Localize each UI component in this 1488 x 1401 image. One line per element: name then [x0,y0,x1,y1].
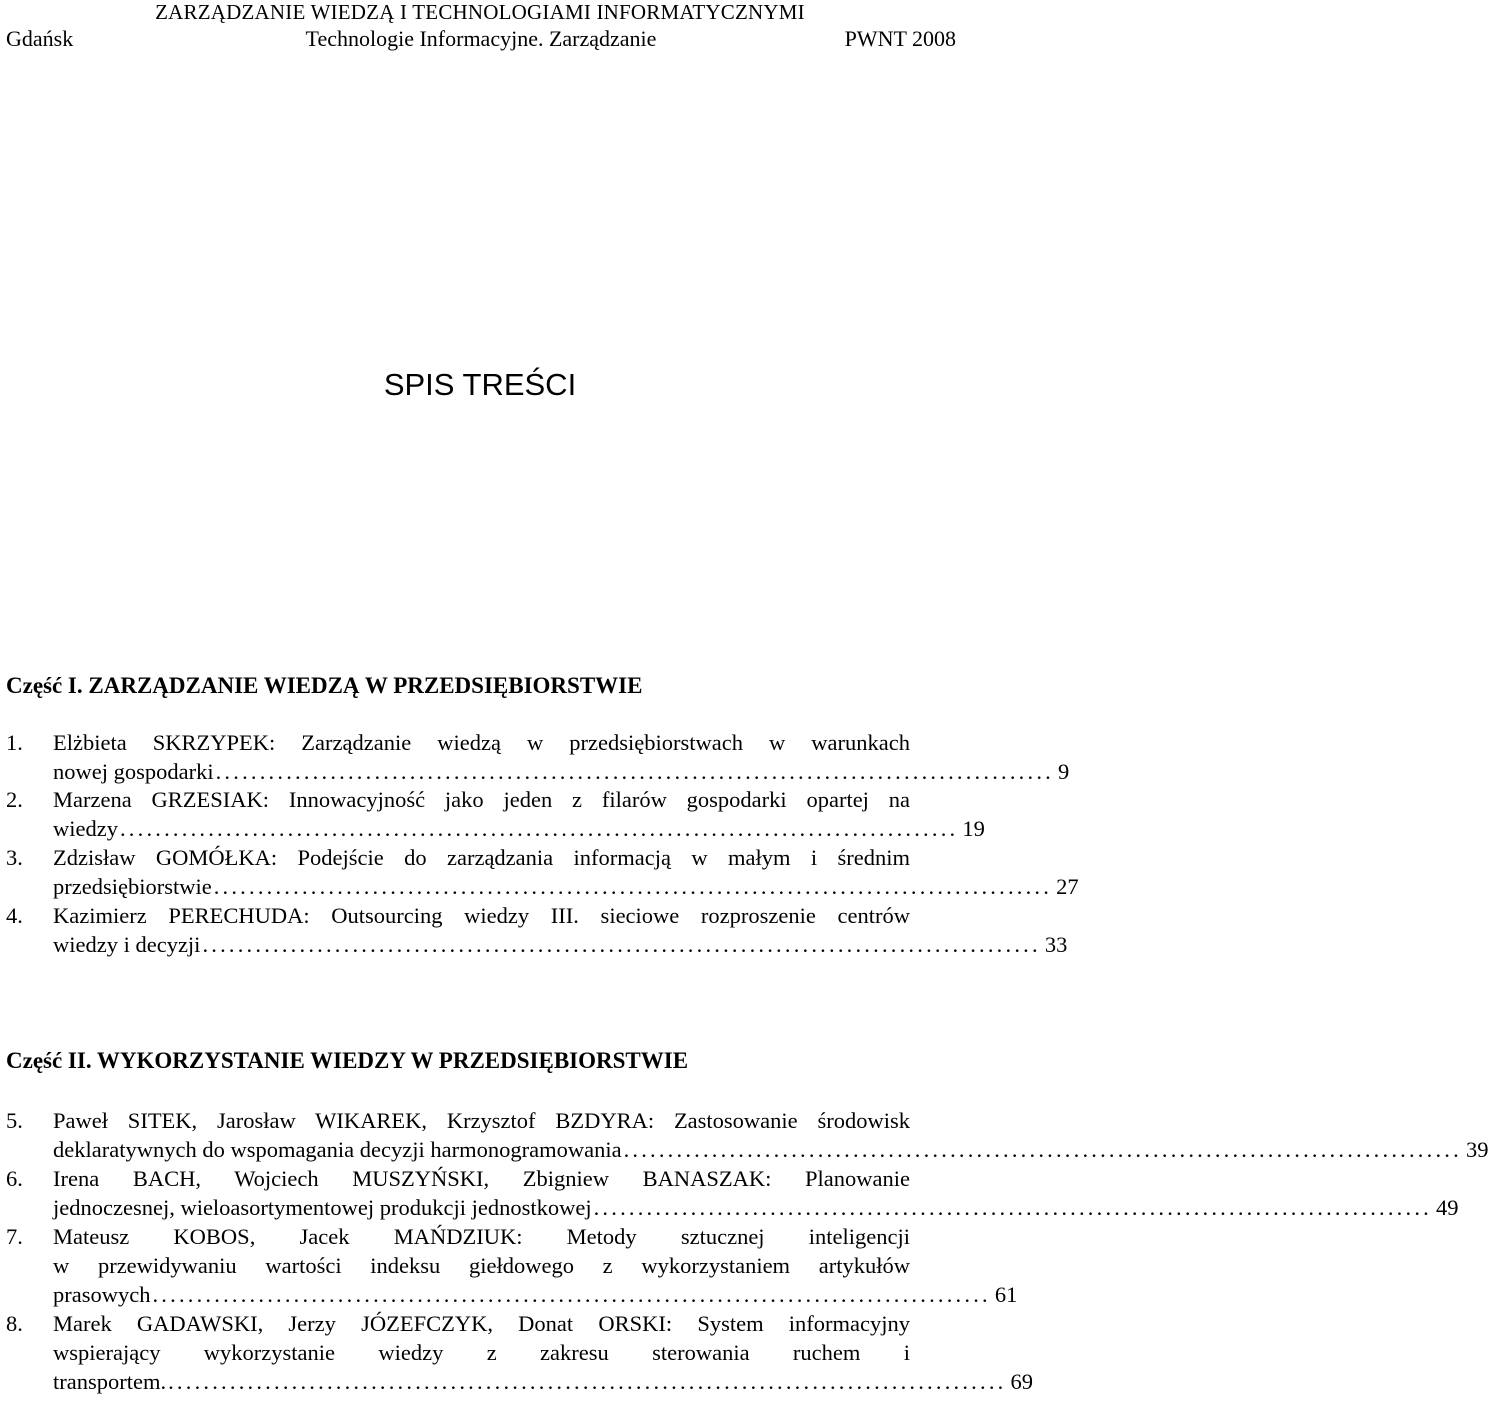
dot-leader: ............................................................................................... [168,1369,1007,1394]
page-number: 27 [1056,874,1079,899]
entry-title-line: Mateusz KOBOS, Jacek MAŃDZIUK: Metody sztucznej inteligencji [53,1224,910,1249]
dot-leader: ............................................................................................... [623,1137,1462,1162]
publisher-year: PWNT 2008 [844,26,956,51]
entry-title-line: Kazimierz PERECHUDA: Outsourcing wiedzy III. sieciowe rozproszenie centrów [53,903,910,928]
entry-number: 2. [6,787,23,812]
entry-title-line: Elżbieta SKRZYPEK: Zarządzanie wiedzą w przedsiębiorstwach w warunkach [53,730,910,755]
page-number: 49 [1435,1195,1459,1220]
entry-title-line: Irena BACH, Wojciech MUSZYŃSKI, Zbigniew BANASZAK: Planowanie [53,1166,910,1191]
toc-entry[interactable] [6,728,1070,786]
dot-leader: ............................................................................................... [119,816,959,841]
entry-title-line: Zdzisław GOMÓŁKA: Podejście do zarządzania informacją w małym i średnim [53,845,910,870]
series-title: ZARZĄDZANIE WIEDZĄ I TECHNOLOGIAMI INFORMATYCZNYMI [155,0,805,24]
toc-entry[interactable] [6,1106,1488,1164]
part-heading: Część II. WYKORZYSTANIE WIEDZY W PRZEDSIĘBIORSTWIE [6,1048,689,1073]
dot-leader: ............................................................................................... [152,1282,991,1307]
entry-title-line: wspierający wykorzystanie wiedzy z zakresu sterowania ruchem i [53,1340,910,1365]
entry-title-end: wiedzy [53,816,118,841]
entry-title-line: Paweł SITEK, Jarosław WIKAREK, Krzysztof BZDYRA: Zastosowanie środowisk [53,1108,910,1133]
dot-leader: ............................................................................................... [202,932,1041,957]
toc-entry[interactable] [6,1222,1018,1309]
entry-number: 1. [6,730,23,755]
publication-title: Technologie Informacyjne. Zarządzanie [305,26,657,51]
toc-entry[interactable] [6,1164,1459,1222]
entry-title-line: w przewidywaniu wartości indeksu giełdowego z wykorzystaniem artykułów [53,1253,910,1278]
entry-title-end: transportem. [53,1369,167,1394]
entry-title-end: przedsiębiorstwie [53,874,212,899]
dot-leader: ............................................................................................... [215,759,1054,784]
page-number: 39 [1465,1137,1488,1162]
entry-title-end: deklaratywnych do wspomagania decyzji harmonogramowania [53,1137,622,1162]
entry-title-end: nowej gospodarki [53,759,214,784]
entry-title-line: Marek GADAWSKI, Jerzy JÓZEFCZYK, Donat ORSKI: System informacyjny [53,1311,910,1336]
dot-leader: ............................................................................................... [213,874,1053,899]
toc-entry[interactable] [6,785,985,843]
dot-leader: ............................................................................................... [593,1195,1432,1220]
entry-number: 6. [6,1166,23,1191]
entry-title-end: prasowych [53,1282,151,1307]
page-number: 9 [1057,759,1070,784]
city: Gdańsk [6,26,74,51]
page-title: SPIS TREŚCI [383,367,577,402]
page-number: 61 [994,1282,1018,1307]
entry-number: 8. [6,1311,23,1336]
entry-number: 3. [6,845,23,870]
entry-title-line: Marzena GRZESIAK: Innowacyjność jako jeden z filarów gospodarki opartej na [53,787,910,812]
toc-entry[interactable] [6,1309,1033,1396]
page-number: 33 [1044,932,1068,957]
entry-number: 7. [6,1224,23,1249]
entry-number: 4. [6,903,23,928]
entry-number: 5. [6,1108,23,1133]
page-number: 69 [1010,1369,1033,1394]
toc-entry[interactable] [6,901,1068,959]
page-number: 19 [962,816,985,841]
entry-title-end: wiedzy i decyzji [53,932,201,957]
toc-entry[interactable] [6,843,1079,901]
part-heading: Część I. ZARZĄDZANIE WIEDZĄ W PRZEDSIĘBIORSTWIE [6,673,643,698]
entry-title-end: jednoczesnej, wieloasortymentowej produkcji jednostkowej [53,1195,592,1220]
